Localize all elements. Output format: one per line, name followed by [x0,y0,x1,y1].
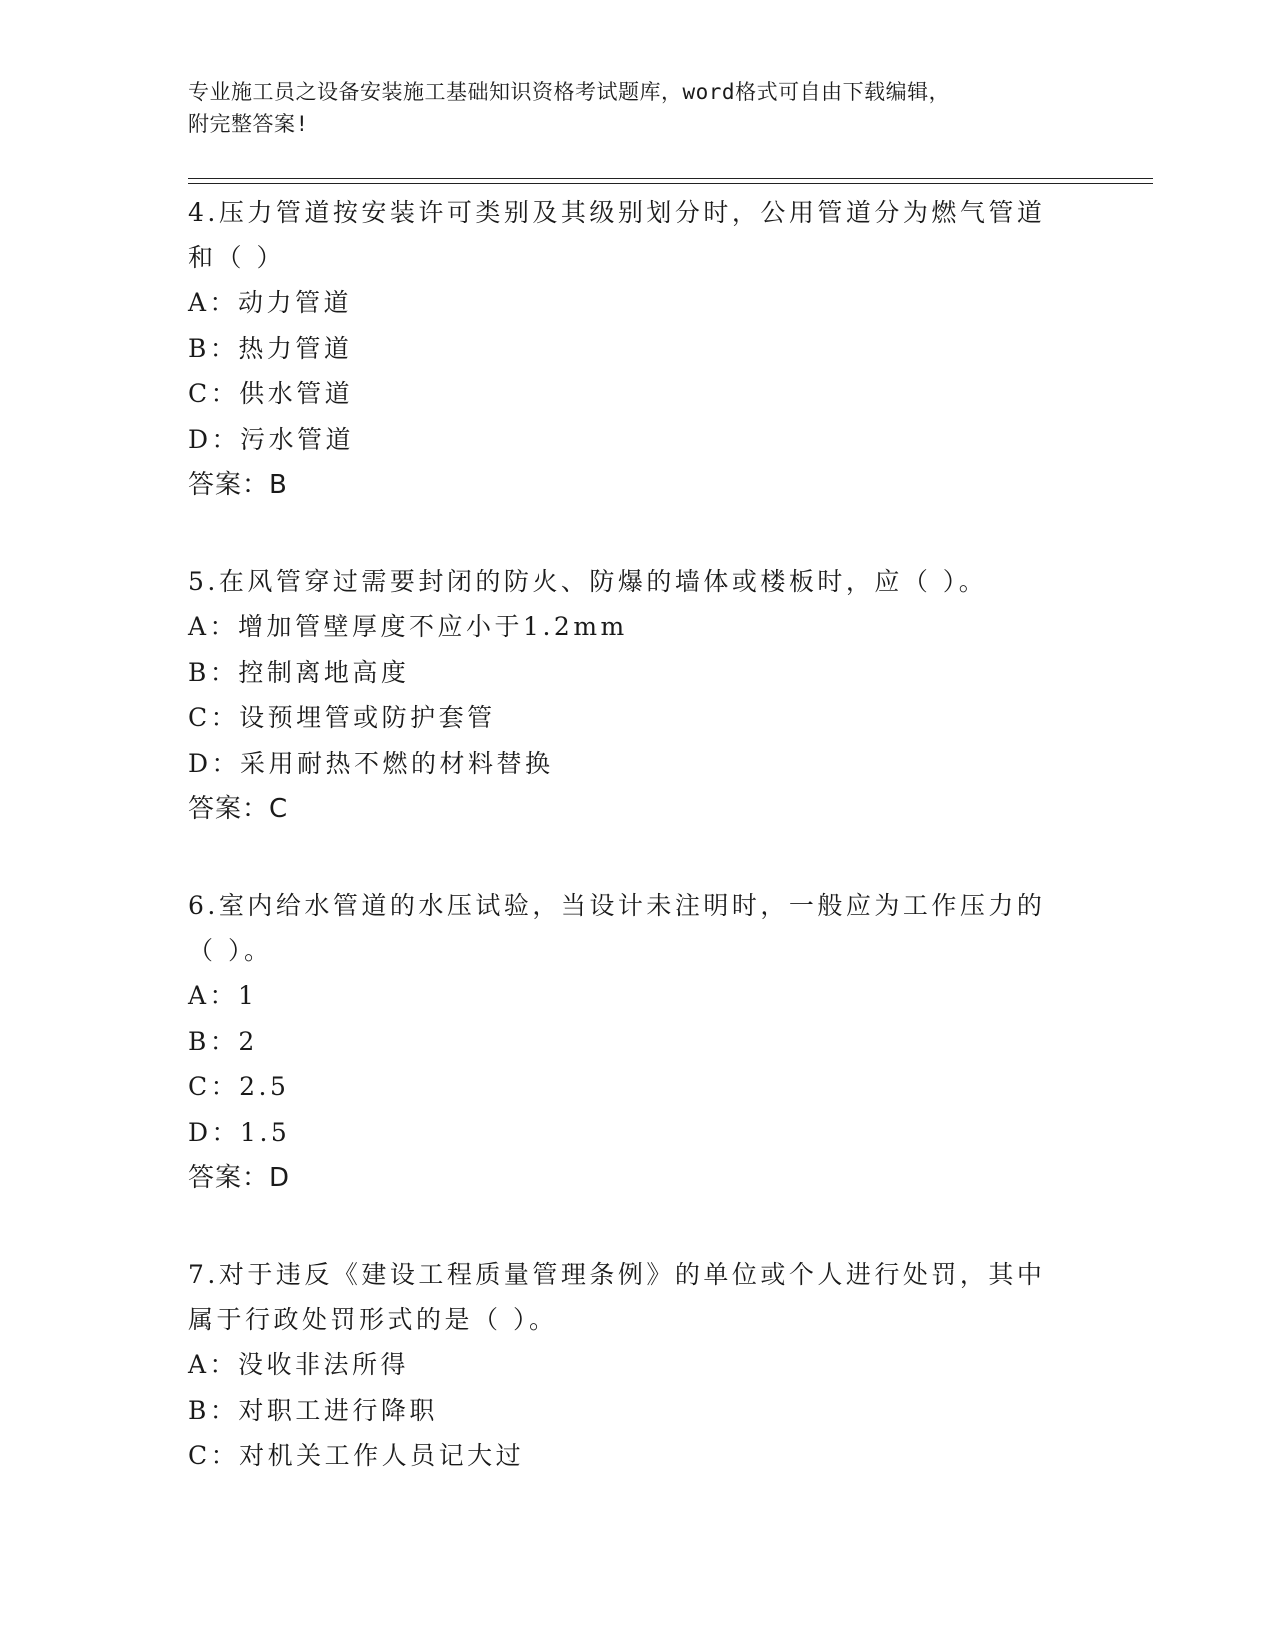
option-a: A：增加管壁厚度不应小于1.2mm [188,612,628,641]
option-b: B：对职工进行降职 [188,1395,438,1425]
question-4 [188,190,1088,508]
question-7 [188,1252,1088,1479]
answer: 答案：D [188,1163,291,1193]
question-6 [188,883,1088,1201]
question-stem: 7.对于违反《建设工程质量管理条例》的单位或个人进行处罚，其中 [188,1260,1046,1289]
answer: 答案：C [188,794,289,824]
answer: 答案：B [188,470,288,500]
option-a: A：没收非法所得 [188,1350,410,1379]
option-b: B：热力管道 [188,333,353,363]
header-line-1: 专业施工员之设备安装施工基础知识资格考试题库，word格式可自由下载编辑， [188,80,951,104]
option-a: A：1 [188,981,258,1010]
question-5 [188,559,1088,832]
question-stem-continued: 和（ ） [188,243,285,272]
question-stem-continued: 属于行政处罚形式的是（ ）。 [188,1305,558,1334]
option-c: C：设预埋管或防护套管 [188,703,496,732]
option-c: C：2.5 [188,1072,290,1101]
question-stem: 4.压力管道按安装许可类别及其级别划分时，公用管道分为燃气管道 [188,198,1046,227]
option-b: B：2 [188,1026,258,1056]
header-divider-bottom [188,183,1153,184]
header-divider-top [188,178,1153,179]
option-a: A：动力管道 [188,288,353,317]
option-d: D：采用耐热不燃的材料替换 [188,748,554,778]
question-stem: 6.室内给水管道的水压试验，当设计未注明时，一般应为工作压力的 [188,891,1046,920]
option-c: C：供水管道 [188,379,354,408]
option-d: D：污水管道 [188,424,355,454]
document-header [188,76,1088,140]
question-list [188,190,1088,1530]
option-b: B：控制离地高度 [188,657,410,687]
option-c: C：对机关工作人员记大过 [188,1441,525,1470]
question-stem: 5.在风管穿过需要封闭的防火、防爆的墙体或楼板时，应（ ）。 [188,567,988,596]
header-line-2: 附完整答案! [188,112,309,136]
option-d: D：1.5 [188,1117,291,1147]
question-stem-continued: （ ）。 [188,936,273,965]
